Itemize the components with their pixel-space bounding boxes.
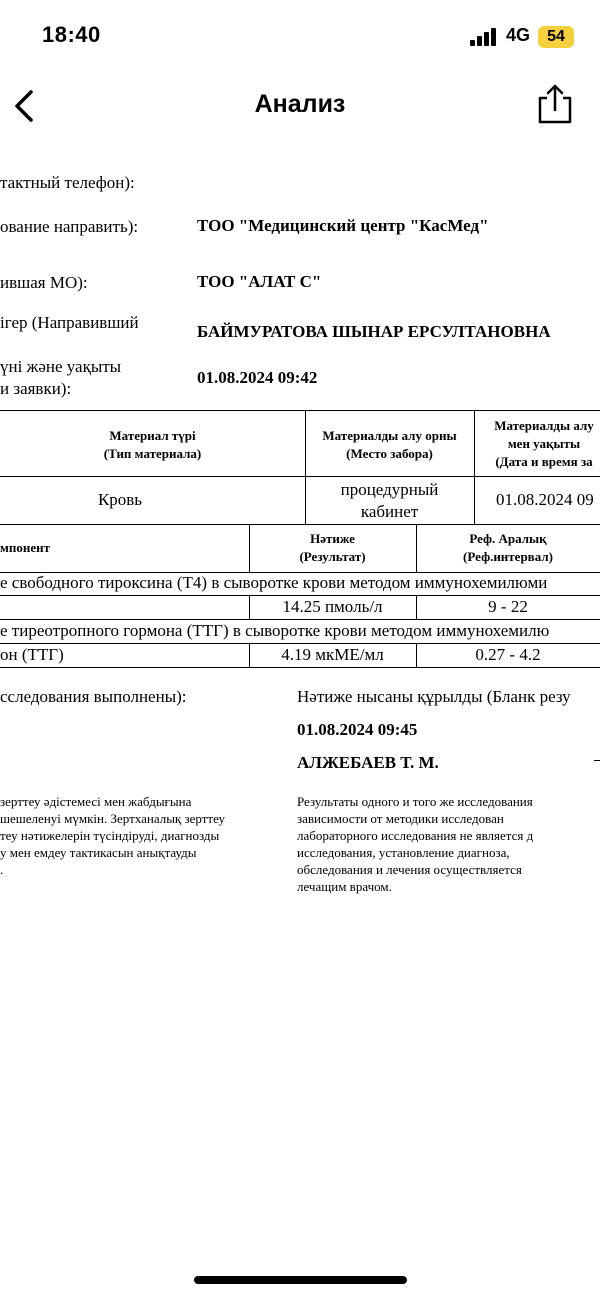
test-result: 4.19 мкМЕ/мл xyxy=(281,645,384,664)
material-header-date: Материалды алу мен уақыты (Дата и время за xyxy=(494,418,594,469)
material-date: 01.08.2024 09 xyxy=(496,490,594,509)
note-ru: Результаты одного и того же исследования зависимости от методики исследован лабораторного исследования не является д исследования, установление диагноза, обследования и лечения осуществляется лечащим врачом. xyxy=(297,794,534,894)
performed-label: сследования выполнены): xyxy=(0,687,187,706)
field-value-doctor: БАЙМУРАТОВА ШЫНАР ЕРСУЛТАНОВНА xyxy=(197,322,551,341)
home-indicator[interactable] xyxy=(194,1276,407,1284)
field-label-date-line2: и заявки): xyxy=(0,379,72,398)
doctor-name: АЛЖЕБАЕВ Т. М. xyxy=(297,753,439,772)
field-label-referral: ование направить): xyxy=(0,217,139,236)
battery-indicator: 54 xyxy=(538,26,574,48)
test-ref-interval: 9 - 22 xyxy=(488,597,528,616)
material-value: Кровь xyxy=(97,490,143,509)
results-header-result: Нәтиже (Результат) xyxy=(299,531,366,564)
status-time: 18:40 xyxy=(42,22,101,47)
field-label-doctor: ігер (Направивший xyxy=(0,313,139,332)
share-icon[interactable] xyxy=(536,82,574,126)
field-label-date-line1: үні және уақыты xyxy=(0,357,122,376)
test-component: он (ТТГ) xyxy=(0,645,64,664)
page-title: Анализ xyxy=(254,90,346,118)
field-label-phone: тактный телефон): xyxy=(0,173,135,192)
field-value-referral: ТОО "Медицинский центр "КасМед" xyxy=(197,216,489,235)
signal-icon xyxy=(470,28,498,46)
results-header-component: мпонент xyxy=(0,540,50,555)
test-result: 14.25 пмоль/л xyxy=(282,597,383,616)
form-date: 01.08.2024 09:45 xyxy=(297,720,418,739)
material-header-place: Материалды алу орны (Место забора) xyxy=(322,428,457,461)
test-title: е свободного тироксина (Т4) в сыворотке крови методом иммунохемилюми xyxy=(0,573,548,592)
network-label: 4G xyxy=(506,25,531,45)
field-value-mo: ТОО "АЛАТ С" xyxy=(197,272,322,291)
field-value-date: 01.08.2024 09:42 xyxy=(197,368,318,387)
signature-line xyxy=(594,760,600,761)
test-title: е тиреотропного гормона (ТТГ) в сыворотке крови методом иммунохемилю xyxy=(0,621,550,640)
field-label-mo: ившая МО): xyxy=(0,273,88,292)
note-kz: зерттеу әдістемесі мен жабдығына шешеленуі мүмкін. Зертханалық зерттеу теу нәтижелерін түсіндіруді, диагнозды у мен емдеу тактикасын анықтауды . xyxy=(0,794,226,877)
form-label: Нәтиже нысаны құрылды (Бланк резу xyxy=(297,687,571,706)
material-place: процедурный кабинет xyxy=(340,480,439,521)
test-ref-interval: 0.27 - 4.2 xyxy=(475,645,541,664)
material-header-type: Материал түрі (Тип материала) xyxy=(103,428,202,461)
results-header-ref: Реф. Аралық (Реф.интервал) xyxy=(463,531,553,564)
